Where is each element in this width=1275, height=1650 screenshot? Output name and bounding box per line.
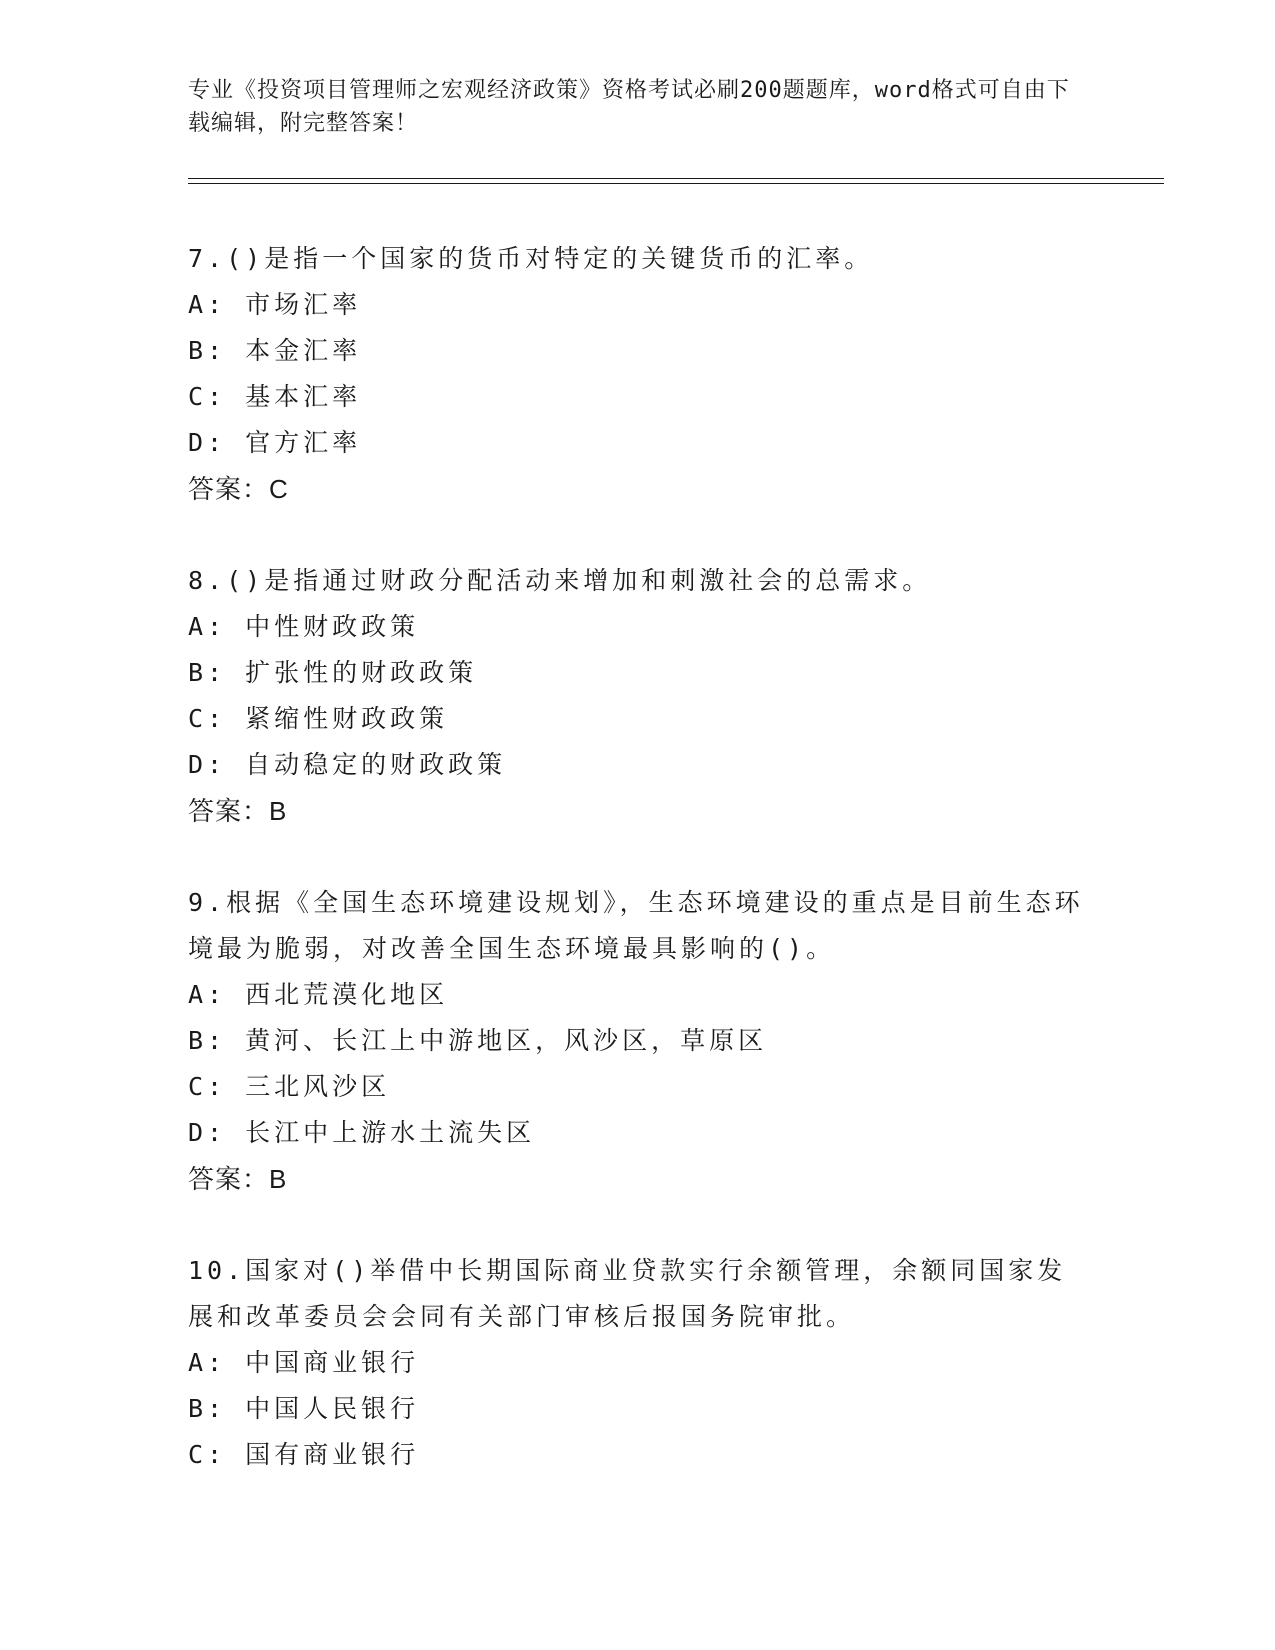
option-b: B: 黄河、长江上中游地区，风沙区，草原区 <box>188 1026 768 1055</box>
option-b: B: 中国人民银行 <box>188 1394 420 1423</box>
header-divider-bottom <box>188 183 1164 184</box>
question-stem: 10.国家对()举借中长期国际商业贷款实行余额管理，余额同国家发展和改革委员会会同有关部门审核后报国务院审批。 <box>188 1256 1067 1331</box>
question-list <box>188 236 1088 1524</box>
option-d: D: 长江中上游水土流失区 <box>188 1118 536 1147</box>
answer-line: 答案：C <box>188 474 289 504</box>
question-10 <box>188 1248 1088 1478</box>
option-d: D: 自动稳定的财政政策 <box>188 750 507 779</box>
option-c: C: 基本汇率 <box>188 382 362 411</box>
document-header-intro: 专业《投资项目管理师之宏观经济政策》资格考试必刷200题题库，word格式可自由下载编辑，附完整答案！ <box>188 78 1070 136</box>
option-a: A: 西北荒漠化地区 <box>188 980 449 1009</box>
answer-line: 答案：B <box>188 1164 288 1194</box>
option-a: A: 市场汇率 <box>188 290 362 319</box>
option-c: C: 三北风沙区 <box>188 1072 391 1101</box>
option-a: A: 中性财政政策 <box>188 612 420 641</box>
option-c: C: 紧缩性财政政策 <box>188 704 449 733</box>
option-b: B: 本金汇率 <box>188 336 362 365</box>
question-9 <box>188 880 1088 1202</box>
option-d: D: 官方汇率 <box>188 428 362 457</box>
question-stem: 9.根据《全国生态环境建设规划》，生态环境建设的重点是目前生态环境最为脆弱，对改善全国生态环境最具影响的()。 <box>188 888 1084 963</box>
header-divider-top <box>188 178 1164 179</box>
question-stem: 8.()是指通过财政分配活动来增加和刺激社会的总需求。 <box>188 566 932 595</box>
option-b: B: 扩张性的财政政策 <box>188 658 478 687</box>
answer-line: 答案：B <box>188 796 288 826</box>
question-8 <box>188 558 1088 834</box>
option-c: C: 国有商业银行 <box>188 1440 420 1469</box>
question-stem: 7.()是指一个国家的货币对特定的关键货币的汇率。 <box>188 244 874 273</box>
question-7 <box>188 236 1088 512</box>
option-a: A: 中国商业银行 <box>188 1348 420 1377</box>
